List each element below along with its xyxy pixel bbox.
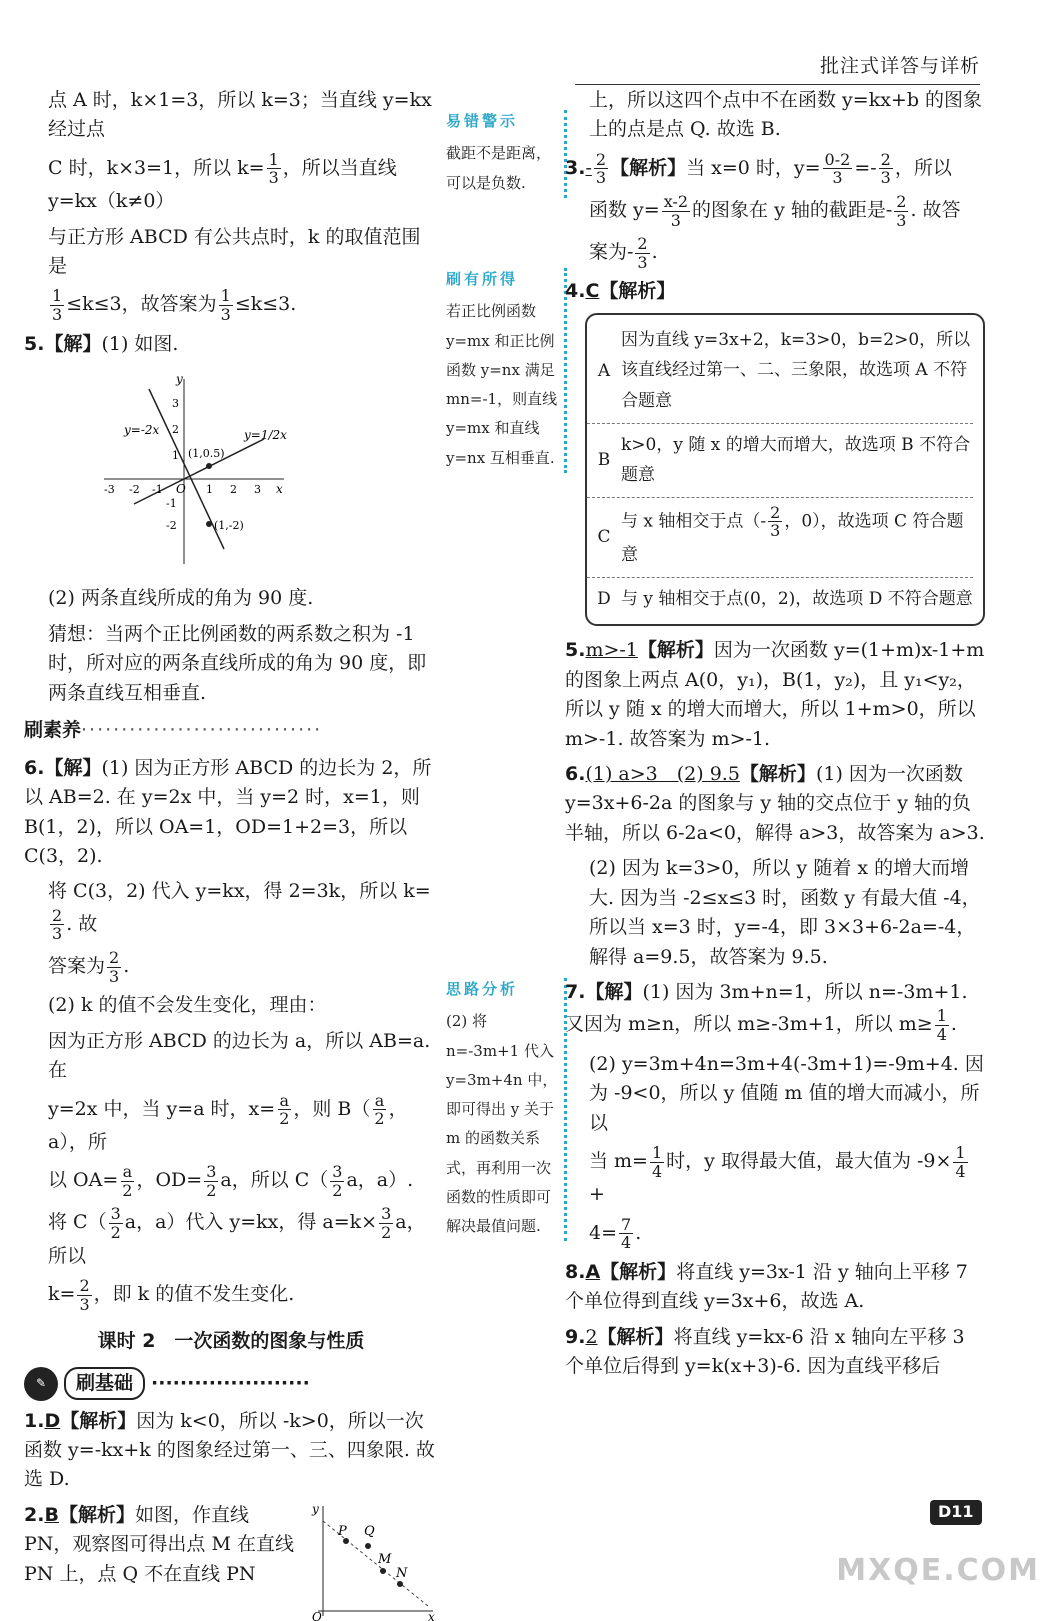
analysis-tag: 【解析】 [60, 1409, 137, 1432]
frac-den: 3 [670, 210, 681, 230]
side-note-heading: 思路分析 [446, 980, 519, 998]
section-label: 刷素养 [24, 719, 82, 742]
analysis-tag: 【解析】 [610, 156, 687, 179]
x-label: x [276, 482, 283, 496]
text: 案为- [589, 241, 634, 264]
text: a，a）. [346, 1169, 414, 1192]
text: ，所以 [894, 156, 952, 179]
fraction [650, 1144, 664, 1180]
frac-den: 3 [79, 1294, 90, 1314]
fraction [267, 151, 281, 187]
tick-y-minus2: -2 [166, 519, 177, 532]
frac-den: 4 [955, 1161, 966, 1181]
text: y= [244, 428, 261, 442]
label-y-half-x: y=1/2x [244, 428, 287, 442]
q7-p3 [565, 1144, 985, 1210]
frac-num: a [374, 1090, 385, 1110]
tick-y-1: 1 [172, 449, 179, 462]
option-key: B [597, 450, 611, 471]
page-header: 批注式详答与详析 [819, 55, 980, 77]
answer: m>-1 [585, 639, 638, 662]
frac-den: 2 [279, 1109, 290, 1129]
answer: (1) a>3 (2) 9.5 [585, 762, 740, 785]
frac-num: 2 [880, 149, 891, 169]
frac-num: 1 [220, 286, 231, 306]
left-p4 [24, 287, 438, 323]
text: 答案为 [48, 955, 106, 978]
fraction [277, 1092, 291, 1128]
text: . [635, 1221, 642, 1244]
q6-p7 [24, 1163, 438, 1199]
text: k= [48, 1283, 76, 1306]
frac-num: 2 [896, 192, 907, 212]
text: (1) 因为正方形 ABCD 的边长为 2，所以 AB=2. 在 y=2x 中，当 y=2 时，x=1，则 B(1，2)，所以 OA=1，OD=1+2=3，所以 C(3，2). [24, 756, 432, 867]
question-number: 2. [24, 1503, 45, 1526]
text: . [123, 955, 130, 978]
fraction [379, 1205, 393, 1241]
question-number: 6. [24, 756, 45, 779]
option-text [621, 504, 973, 571]
origin-label: O [176, 482, 186, 496]
q3-p3 [565, 235, 985, 271]
frac-den: 2 [122, 1180, 133, 1200]
x-label: x [428, 1609, 435, 1621]
label-q: Q [364, 1523, 375, 1539]
analysis-tag: 【解析】 [739, 762, 816, 785]
text: . 故 [66, 912, 98, 935]
q6-p4: (2) k 的值不会发生变化，理由： [48, 994, 327, 1017]
text: a，所以 [48, 1211, 426, 1267]
line-y-minus-2x [149, 389, 224, 549]
answer: 2 [585, 1325, 598, 1348]
frac-den: 3 [595, 168, 607, 188]
text: 与 x 轴相交于点（- [621, 511, 767, 532]
answer: C [585, 280, 600, 303]
option-text: 因为直线 y=3x+2，k=3>0，b=2>0，所以该直线经过第一、二、三象限，故选项 A 不符合题意 [621, 329, 971, 412]
options-table [585, 313, 985, 626]
text: 的图象在 y 轴的截距是- [692, 199, 893, 222]
frac-den: 3 [268, 168, 279, 188]
text: =- [854, 156, 877, 179]
origin-label: O [312, 1609, 322, 1621]
question-number: 5. [565, 639, 586, 662]
text: a，a）代入 y=kx，得 a=k× [124, 1211, 378, 1234]
question-number: 1. [24, 1409, 45, 1432]
text: 时，y 取得最大值，最大值为 -9× [666, 1150, 952, 1173]
left-p1: 点 A 时，k×1=3，所以 k=3；当直线 y=kx 经过点 [48, 89, 432, 141]
section-header [24, 716, 438, 745]
solution-tag: 【解】 [44, 332, 102, 355]
text: ≤k≤3. [234, 293, 297, 316]
frac-num: a [279, 1090, 290, 1110]
right-p1: 上，所以这四个点中不在函数 y=kx+b 的图象上的点是点 Q. 故选 B. [589, 89, 983, 141]
frac-den: 2 [381, 1222, 392, 1242]
question-number: 3. [565, 156, 586, 179]
fraction [120, 1163, 134, 1199]
frac-num: 3 [206, 1162, 217, 1182]
fraction [372, 1092, 386, 1128]
fraction [219, 287, 233, 323]
text: + [589, 1183, 605, 1206]
section-badge [24, 1367, 438, 1401]
option-key: D [597, 588, 611, 609]
analysis-tag: 【解析】 [600, 1260, 677, 1283]
side-note-1 [446, 110, 567, 198]
frac-den: 3 [832, 168, 843, 188]
q6-p3 [24, 949, 438, 985]
frac-num: 7 [621, 1214, 632, 1234]
frac-num: 3 [332, 1162, 343, 1182]
fraction [635, 235, 649, 271]
option-row-b [587, 424, 973, 498]
y-label: y [312, 1501, 319, 1516]
q2-wrapper [24, 1501, 438, 1621]
text: 当 x=0 时，y= [686, 156, 821, 179]
q4 [565, 277, 985, 306]
text: . [950, 1013, 957, 1036]
q6-right-p2: (2) 因为 k=3>0，所以 y 随着 x 的增大而增大. 因为当 -2≤x≤3 时，函数 y 有最大值 -4，所以当 x=3 时，y=-4，即 3×3+6-2a=-4，解得 a=9.5，故答案为 9.5. [589, 857, 981, 968]
header-rule [575, 84, 980, 85]
label-m: M [378, 1551, 392, 1567]
frac-num: 2 [595, 149, 607, 169]
question-number: 6. [565, 762, 586, 785]
label-n: N [396, 1565, 408, 1581]
answer: A [585, 1260, 601, 1283]
text: 函数 y= [589, 199, 660, 222]
point-label-2: (1,-2) [214, 519, 244, 532]
side-note-heading: 刷有所得 [446, 270, 519, 288]
solution-tag: 【解】 [585, 981, 643, 1004]
frac-den: 3 [880, 168, 891, 188]
question-number: 4. [565, 280, 586, 303]
option-key: C [597, 527, 611, 548]
frac-den: 4 [621, 1233, 632, 1253]
frac-den: 3 [52, 924, 63, 944]
q6-right [565, 760, 985, 848]
text: . 故答 [910, 199, 961, 222]
text: 当 m= [589, 1150, 648, 1173]
side-note-3 [446, 978, 567, 1241]
text: 因为一次函数 y=(1+m)x-1+m 的图象上两点 A(0，y₁)，B(1，y₂)，且 y₁<y₂，所以 y 随 x 的增大而增大，所以 1+m>0，所以 m>-1. 故答案为 m>-1. [565, 639, 985, 750]
frac-den: 2 [332, 1180, 343, 1200]
side-note-text: (2) 将 n=-3m+1 代入 y=3m+4n 中，即可得出 y 关于 m 的函数关系式，再利用一次函数的性质即可解决最值问题. [446, 1012, 558, 1235]
frac-num: a [122, 1162, 133, 1182]
fraction [77, 1277, 91, 1313]
fraction [894, 193, 908, 229]
text: ，则 B（ [293, 1097, 371, 1120]
frac-num: 1 [936, 1006, 947, 1026]
text: (1) 因为一次函数 y=3x+6-2a 的图象与 y 轴的交点位于 y 轴的负半轴，所以 6-2a<0，解得 a>3，故答案为 a>3. [565, 762, 985, 844]
y-label: y [176, 372, 183, 386]
frac-num: 2 [52, 905, 63, 925]
frac-den: 3 [770, 521, 781, 541]
text: ≤k≤3，故答案为 [66, 293, 217, 316]
watermark: MXQE.COM [836, 1552, 1040, 1588]
q9 [565, 1323, 985, 1382]
badge-label: 刷基础 [64, 1367, 145, 1400]
minus-sign: - [585, 156, 592, 179]
left-column [24, 86, 438, 1621]
q5-left [24, 330, 438, 359]
text: 如图，作直线 PN，观察图可得出点 M 在直线 PN 上，点 Q 不在直线 PN [24, 1503, 294, 1585]
text: ，0），故选项 C 符合题意 [621, 511, 964, 566]
point-1-minus2 [206, 521, 212, 527]
point-1-0.5 [206, 463, 212, 469]
option-key: A [597, 360, 611, 381]
fraction [109, 1205, 123, 1241]
analysis-tag: 【解析】 [637, 639, 714, 662]
text: 将 C(3，2) 代入 y=kx，得 2=3k，所以 k= [48, 880, 431, 903]
coordinate-graph [94, 369, 294, 569]
side-note-heading: 易错警示 [446, 112, 519, 130]
text: ，a），所 [48, 1097, 408, 1153]
fraction [619, 1216, 633, 1252]
right-column [565, 86, 985, 1388]
frac-den: 4 [651, 1161, 663, 1181]
answer: B [44, 1503, 59, 1526]
point-n [397, 1581, 403, 1587]
frac-num: 2 [637, 234, 648, 254]
page-number: D11 [930, 1500, 982, 1525]
text: a，所以 C（ [220, 1169, 329, 1192]
q7-p4 [565, 1216, 985, 1252]
q5-p3: 猜想：当两个正比例函数的两系数之积为 -1 时，所对应的两条直线所成的角为 90 度，即两条直线互相垂直. [48, 622, 427, 704]
tick-x-1: 1 [206, 483, 213, 496]
analysis-tag: 【解析】 [599, 280, 676, 303]
q7-p2: (2) y=3m+4n=3m+4(-3m+1)=-9m+4. 因为 -9<0，所以 y 值随 m 值的增大而减小，所以 [589, 1052, 984, 1134]
frac-den: 3 [896, 210, 907, 230]
fraction [935, 1007, 949, 1043]
frac-den: 2 [272, 428, 281, 442]
lesson-title: 课时 2 一次函数的图象与性质 [97, 1330, 365, 1353]
tick-x-minus3: -3 [104, 483, 115, 496]
solution-tag: 【解】 [44, 756, 102, 779]
frac-den: 2 [110, 1222, 121, 1242]
frac-num: 1 [260, 428, 269, 442]
tick-x-minus1: -1 [152, 483, 163, 496]
q7 [565, 978, 985, 1044]
point-m [380, 1568, 386, 1574]
frac-num: 2 [109, 948, 120, 967]
q1-left [24, 1407, 438, 1495]
frac-den: 4 [936, 1025, 947, 1045]
text: (1) 因为 3m+n=1，所以 n=-3m+1. 又因为 m≥n，所以 m≥-3m+1，所以 m≥ [565, 981, 968, 1036]
q2-left [24, 1501, 302, 1615]
frac-den: 3 [637, 252, 648, 272]
text: 将直线 y=3x-1 沿 y 轴向上平移 7 个单位得到直线 y=3x+6，故选 A. [565, 1260, 968, 1313]
fraction [594, 151, 608, 187]
frac-num: 2 [79, 1275, 90, 1295]
question-number: 7. [565, 981, 586, 1004]
q3 [565, 151, 985, 187]
frac-num: 1 [268, 149, 279, 169]
q6-p2 [24, 877, 438, 943]
question-number: 9. [565, 1325, 586, 1348]
side-note-text: 若正比例函数 y=mx 和正比例函数 y=nx 满足 mn=-1，则直线 y=mx 和直线 y=nx 互相垂直. [446, 302, 558, 467]
fraction [823, 151, 853, 187]
text: 4= [589, 1221, 618, 1244]
q3-p2 [565, 193, 985, 229]
tick-y-2: 2 [172, 423, 179, 436]
text: 以 OA= [48, 1169, 119, 1192]
text: . [651, 241, 658, 264]
q6-p1 [24, 754, 438, 872]
option-text: k>0，y 随 x 的增大而增大，故选项 B 不符合题意 [621, 434, 971, 486]
left-p2 [24, 151, 438, 217]
tick-x-3: 3 [254, 483, 261, 496]
side-note-2 [446, 268, 567, 473]
frac-num: x-2 [663, 192, 689, 212]
text: y=2x 中，当 y=a 时，x= [48, 1097, 276, 1120]
dots-leader: ······························ [81, 719, 323, 742]
fraction [953, 1144, 967, 1180]
frac-num: 1 [52, 286, 63, 306]
frac-den: 3 [52, 304, 63, 324]
answer [585, 149, 610, 188]
frac-den: 3 [220, 304, 231, 324]
text: 因为 k<0，所以 -k>0，所以一次函数 y=-kx+k 的图象经过第一、三、四象限. 故选 D. [24, 1409, 435, 1491]
frac-num: 3 [110, 1204, 121, 1224]
book-icon: ✎ [24, 1367, 58, 1401]
text: ，OD= [136, 1169, 203, 1192]
question-number: 5. [24, 332, 45, 355]
text: ，即 k 的值不发生变化. [93, 1283, 295, 1306]
point-label-1: (1,0.5) [188, 447, 225, 460]
frac-num: 3 [381, 1204, 392, 1224]
fraction [204, 1163, 218, 1199]
text: ，所以当直线 y=kx（k≠0） [48, 156, 397, 213]
fraction [879, 151, 893, 187]
option-row-d [587, 578, 973, 621]
point-q [365, 1543, 371, 1549]
frac-den: 2 [206, 1180, 217, 1200]
analysis-tag: 【解析】 [597, 1325, 674, 1348]
label-y-minus-2x: y=-2x [124, 423, 160, 437]
q5-right [565, 636, 985, 754]
option-text: 与 y 轴相交于点(0，2)，故选项 D 不符合题意 [621, 588, 973, 609]
label-p: P [338, 1523, 347, 1539]
text: C 时，k×3=1，所以 k= [48, 156, 265, 179]
fraction [662, 193, 690, 229]
q8 [565, 1258, 985, 1317]
answer: D [44, 1409, 61, 1432]
frac-den: 3 [109, 966, 120, 986]
fraction [50, 287, 64, 323]
fraction [768, 504, 782, 540]
points-graph [308, 1501, 438, 1621]
q6-p5: 因为正方形 ABCD 的边长为 a，所以 AB=a. 在 [48, 1029, 431, 1082]
question-number: 8. [565, 1260, 586, 1283]
fraction [107, 949, 121, 985]
q6-p6 [24, 1092, 438, 1158]
tick-x-2: 2 [230, 483, 237, 496]
option-row-c [587, 498, 973, 578]
tick-y-3: 3 [172, 397, 179, 410]
frac-num: 1 [651, 1142, 663, 1162]
tick-y-minus1: -1 [166, 497, 177, 510]
fraction [50, 907, 64, 943]
dots-leader: ······················ [151, 1371, 310, 1394]
fraction [330, 1163, 344, 1199]
frac-num: 2 [770, 502, 781, 522]
text: 将 C（ [48, 1211, 107, 1234]
frac-num: 1 [955, 1142, 966, 1162]
q6-p8 [24, 1205, 438, 1271]
tick-x-minus2: -2 [129, 483, 140, 496]
frac-den: 2 [374, 1109, 385, 1129]
q5-p2: (2) 两条直线所成的角为 90 度. [48, 587, 314, 610]
text: x [280, 428, 287, 442]
q6-p9 [24, 1277, 438, 1313]
frac-num: 0-2 [824, 149, 851, 169]
left-p3: 与正方形 ABCD 有公共点时，k 的取值范围是 [48, 225, 421, 277]
option-row-a [587, 319, 973, 424]
analysis-tag: 【解析】 [58, 1503, 135, 1526]
text: (1) 如图. [101, 332, 179, 355]
text: 将直线 y=kx-6 沿 x 轴向左平移 3 个单位后得到 y=k(x+3)-6. 因为直线平移后 [565, 1325, 965, 1378]
side-note-text: 截距不是距离，可以是负数. [446, 144, 552, 192]
